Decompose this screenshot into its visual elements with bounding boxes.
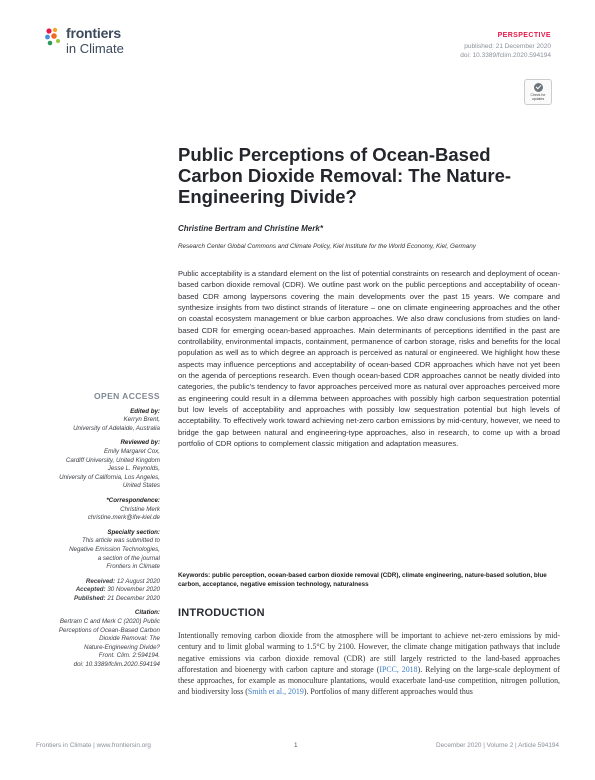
- correspondence-heading: *Correspondence:: [106, 496, 160, 504]
- received-date: [36, 578, 160, 587]
- specialty-line: a section of the journal: [97, 554, 160, 562]
- editor-name[interactable]: Kerryn Brent,: [123, 416, 160, 424]
- intro-text-part: Intentionally removing carbon dioxide from the atmosphere will be important to achieve net-zero emissions by mid-century and to limit global warming to 1.5°C by 2100. However, the climate change mitigation pathways that include negative emissions via carbon dioxide removal (CDR) are still largely restricted to the land-based approaches afforestation and bioenergy with carbon capture and storage (: [178, 631, 560, 674]
- open-access-label: OPEN ACCESS: [94, 391, 160, 401]
- published-date: published: 21 December 2020: [464, 43, 551, 50]
- citation-link[interactable]: Smith et al., 2019: [247, 687, 304, 697]
- abstract: Public acceptability is a standard element on the list of potential constraints on research and deployment of ocean-based carbon dioxide removal (CDR). We outline past work on the public perceptions and acceptability of ocean-based CDR among laypersons covering the main developments over the past 15 years. We compare and synthesize insights from two distinct strands of literature – one on climate engineering approaches and the other on coastal ecosystem management or blue carbon approaches. We also draw conclusions from studies on land-based CDR for emerging ocean-based approaches. Main determinants of perceptions identified in the past are controllability, environmental impacts, containment, permanence of carbon storage, risks and benefits for the local population as well as to which degree an approach is perceived as natural or engineered. We highlight how these aspects may influence perceptions and acceptability of ocean-based CDR approaches which have not yet been on the agenda of perceptions research. Even though ocean-based CDR approaches cannot be neatly divided into categories, the public's tendency to favor approaches perceived more as natural over approaches perceived more as engineering could result in a dilemma between approaches with possibly high carbon sequestration potential but low levels of acceptability and approaches with possibly low sequestration potential but high levels of acceptability. To effectively work toward achieving net-zero carbon emissions by mid-century, however, we need to bridge the gap between natural and engineering-type approaches, also in research, to come up with a broad portfolio of CDR options to complement classic mitigation and adaptation measures.: [178, 269, 560, 449]
- citation-heading: Citation:: [134, 609, 160, 617]
- reviewer-affiliation: University of California, Los Angeles,: [59, 473, 160, 481]
- citation-line: Bertram C and Merk C (2020) Public: [59, 618, 160, 626]
- article-type: PERSPECTIVE: [497, 32, 551, 39]
- authors[interactable]: Christine Bertram and Christine Merk*: [178, 224, 323, 233]
- frontiers-logo-icon: [44, 27, 64, 47]
- published-date-sidebar: [36, 595, 160, 604]
- footer-issue-info: December 2020 | Volume 2 | Article 594194: [435, 742, 559, 749]
- citation-line: Dioxide Removal: The: [99, 635, 160, 643]
- article-title: Public Perceptions of Ocean-Based Carbon Dioxide Removal: The Nature-Engineering Divide?: [178, 144, 512, 207]
- section-heading-introduction: INTRODUCTION: [178, 607, 265, 619]
- specialty-section-heading: Specialty section:: [107, 528, 160, 536]
- check-for-updates-label: Check for updates: [530, 93, 546, 101]
- edited-by-heading: Edited by:: [130, 407, 160, 415]
- citation-line: Perceptions of Ocean-Based Carbon: [58, 626, 160, 634]
- keywords-label: Keywords:: [178, 572, 211, 579]
- intro-text-part: ). Relying on the large-scale deployment of these approaches, for example as monoculture plantations, would exacerbate land-use competition, nitrogen pollution, and biodiversity loss (: [178, 664, 560, 697]
- received-value: 12 August 2020: [116, 577, 160, 585]
- received-label: Received:: [85, 577, 116, 585]
- keywords: [178, 571, 560, 589]
- check-for-updates-icon: [534, 83, 543, 92]
- doi-link[interactable]: doi: 10.3389/fclim.2020.594194: [460, 52, 551, 59]
- accepted-value: 30 November 2020: [107, 586, 160, 594]
- accepted-label: Accepted:: [75, 586, 106, 594]
- editor-affiliation: University of Adelaide, Australia: [73, 424, 160, 432]
- affiliation: Research Center Global Commons and Climate Policy, Kiel Institute for the World Economy, Kiel, Germany: [178, 243, 476, 250]
- keywords-list: public perception, ocean-based carbon dioxide removal (CDR), climate engineering, nature-based solution, blue carbon, acceptance, negative emission technology, naturalness: [178, 572, 547, 588]
- reviewer-name[interactable]: Emily Margaret Cox,: [103, 447, 160, 455]
- page-number: 1: [294, 742, 298, 749]
- accepted-date: [36, 586, 160, 595]
- citation-doi[interactable]: doi: 10.3389/fclim.2020.594194: [73, 661, 160, 669]
- specialty-line: Negative Emission Technologies,: [69, 545, 160, 553]
- citation-line: Nature-Engineering Divide?: [83, 643, 160, 651]
- citation-line: Front. Clim. 2:594194.: [98, 652, 160, 660]
- specialty-line: Frontiers in Climate: [106, 563, 160, 571]
- journal-logo-name: frontiers: [66, 25, 121, 41]
- footer-journal-link[interactable]: Frontiers in Climate | www.frontiersin.org: [36, 742, 151, 749]
- published-label: Published:: [73, 594, 106, 602]
- published-value: 21 December 2020: [107, 594, 160, 602]
- reviewer-affiliation: United States: [122, 482, 160, 490]
- check-for-updates-button[interactable]: [524, 79, 552, 105]
- article-info-sidebar: [36, 392, 160, 670]
- specialty-line: This article was submitted to: [81, 537, 160, 545]
- corresponding-author: Christine Merk: [120, 505, 160, 513]
- journal-logo-subtitle: in Climate: [66, 41, 124, 56]
- reviewer-affiliation: Cardiff University, United Kingdom: [65, 456, 160, 464]
- introduction-paragraph: [178, 630, 560, 698]
- reviewer-name[interactable]: Jesse L. Reynolds,: [107, 465, 160, 473]
- citation-link[interactable]: IPCC, 2018: [379, 664, 418, 674]
- corresponding-email[interactable]: christine.merk@ifw-kiel.de: [87, 514, 160, 522]
- reviewed-by-heading: Reviewed by:: [120, 439, 160, 447]
- intro-text-part: ). Portfolios of many different approaches would thus: [303, 687, 473, 697]
